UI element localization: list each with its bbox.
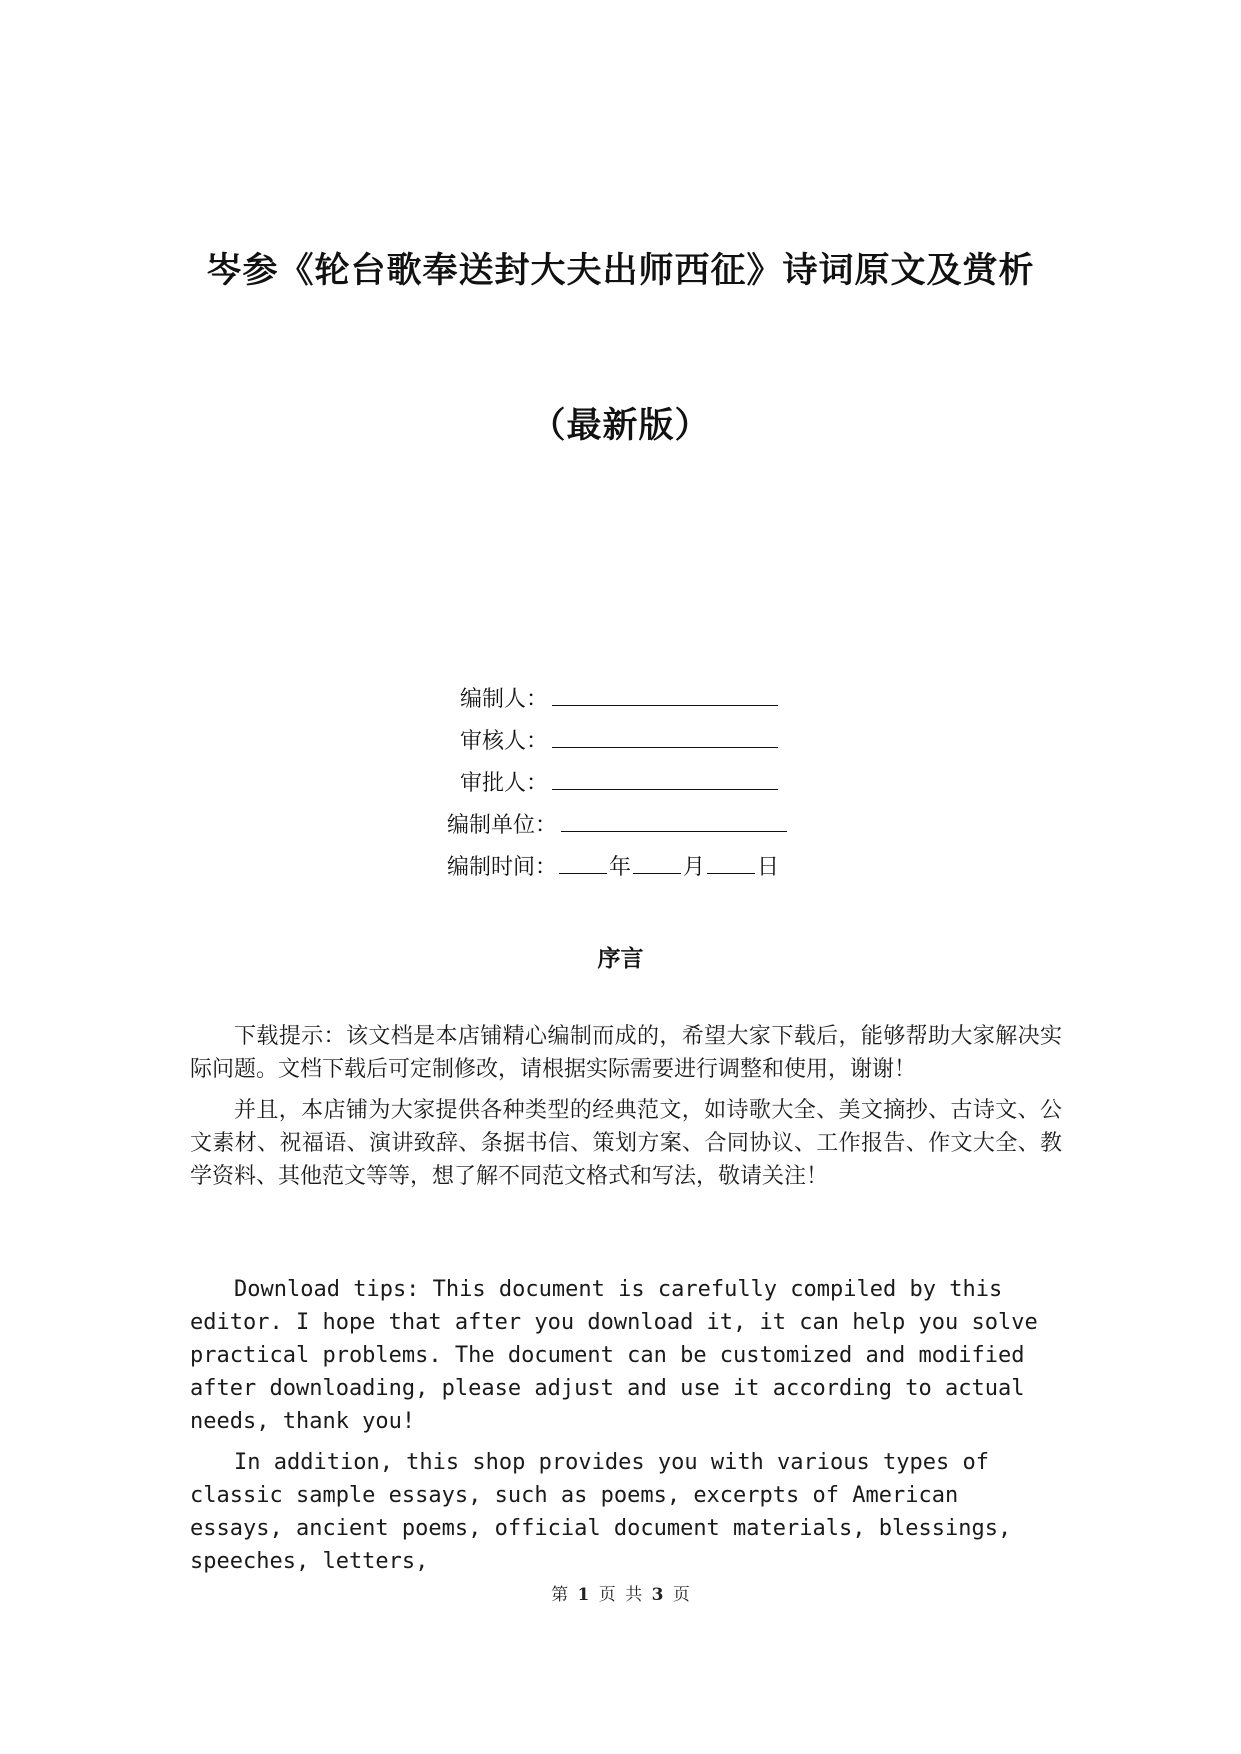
- document-subtitle: （最新版）: [530, 406, 711, 446]
- preface-paragraph: 下载提示：该文档是本店铺精心编制而成的，希望大家下载后，能够帮助大家解决实际问题。文档下载后可定制修改，请根据实际需要进行调整和使用，谢谢！: [190, 1024, 1062, 1082]
- year-blank: [559, 853, 607, 874]
- approver-row: [460, 769, 778, 799]
- footer-prefix: 第: [551, 1585, 569, 1605]
- reviewer-row: [460, 727, 778, 757]
- month-blank: [633, 853, 681, 874]
- page-footer: [0, 1580, 1241, 1605]
- preface-body: [190, 1020, 1062, 1193]
- compiler-blank: [552, 685, 778, 706]
- unit-row: [447, 811, 787, 841]
- document-title: 岑参《轮台歌奉送封大夫出师西征》诗词原文及赏析: [206, 251, 1035, 291]
- time-row: [447, 853, 779, 883]
- reviewer-blank: [552, 727, 778, 748]
- page-number: 1: [577, 1585, 590, 1605]
- preface-title: 序言: [597, 946, 644, 972]
- time-label: 编制时间：: [447, 855, 558, 880]
- footer-middle: 页 共: [598, 1585, 643, 1605]
- day-label: 日: [757, 855, 780, 880]
- approver-label: 审批人：: [460, 771, 549, 796]
- year-label: 年: [609, 855, 632, 880]
- footer-suffix: 页: [672, 1585, 690, 1605]
- compiler-row: [460, 685, 778, 715]
- compiler-label: 编制人：: [460, 687, 549, 712]
- day-blank: [707, 853, 755, 874]
- page-total: 3: [651, 1585, 664, 1605]
- unit-blank: [561, 811, 787, 832]
- preface-body-english: [190, 1273, 1062, 1578]
- unit-label: 编制单位：: [447, 813, 558, 838]
- preface-paragraph: 并且，本店铺为大家提供各种类型的经典范文，如诗歌大全、美文摘抄、古诗文、公文素材、祝福语、演讲致辞、条据书信、策划方案、合同协议、工作报告、作文大全、教学资料、其他范文等等，想了解不同范文格式和写法，敬请关注！: [190, 1098, 1062, 1189]
- approver-blank: [552, 769, 778, 790]
- month-label: 月: [683, 855, 706, 880]
- reviewer-label: 审核人：: [460, 729, 549, 754]
- preface-paragraph-english: Download tips: This document is carefully compiled by this editor. I hope that after you download it, it can help you solve practical problems. The document can be customized and modified after downloading, please adjust and use it according to actual needs, thank you!: [190, 1277, 1038, 1434]
- preface-paragraph-english: In addition, this shop provides you with various types of classic sample essays, such as poems, excerpts of American essays, ancient poems, official document materials, blessings, speeches, letters,: [190, 1450, 1012, 1574]
